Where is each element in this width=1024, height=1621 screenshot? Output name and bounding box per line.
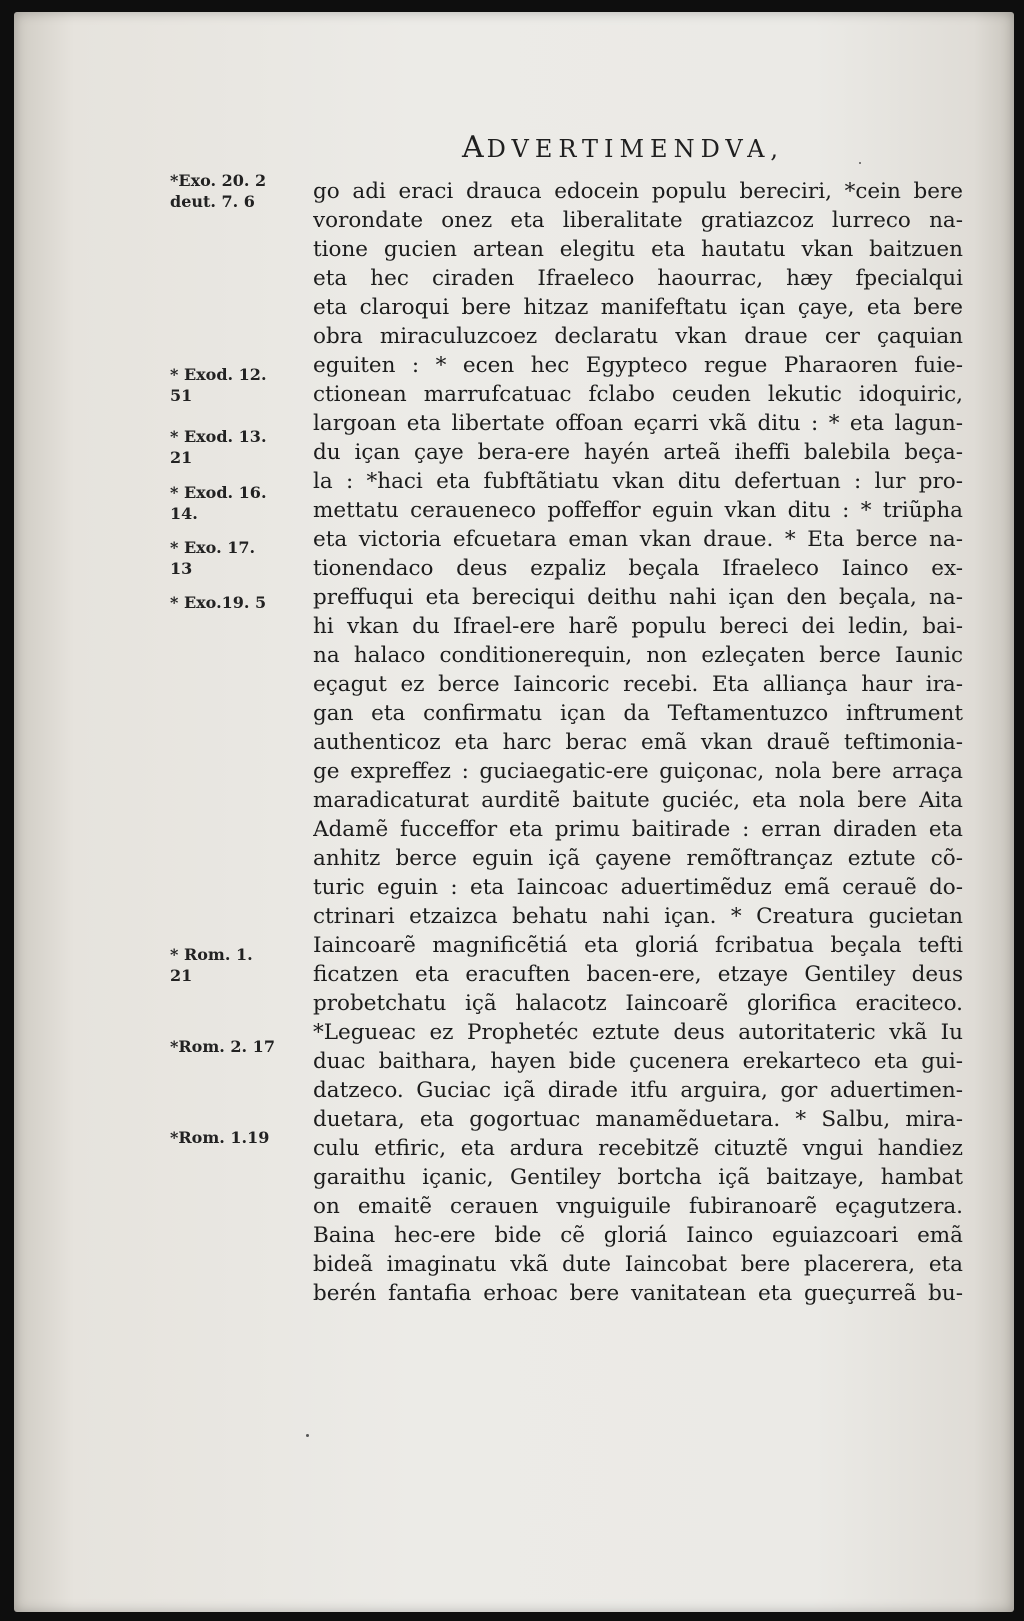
text-line: eta claroqui bere hitzaz manifeftatu içan çaye, eta bere bbox=[313, 295, 963, 320]
running-head-initial: A bbox=[462, 130, 487, 165]
text-line: eta hec ciraden Ifraeleco haourrac, hæy fpecialqui bbox=[313, 266, 963, 291]
text-line: ge expreffez : guciaegatic-ere guiçonac, nola bere arraça bbox=[313, 759, 963, 784]
margin-note: * Exo. 17. 13 bbox=[170, 538, 256, 578]
text-line: eta victoria efcuetara eman vkan draue. * Eta berce na- bbox=[313, 527, 963, 552]
text-line: bideã imaginatu vkã dute Iaincobat bere placerera, eta bbox=[313, 1252, 963, 1277]
text-line: garaithu içanic, Gentiley bortcha içã baitzaye, hambat bbox=[313, 1165, 963, 1190]
text-line: berén fantafia erhoac bere vanitatean eta gueçurreã bu- bbox=[313, 1281, 963, 1306]
text-line: preffuqui eta bereciqui deithu nahi içan den beçala, na- bbox=[313, 585, 963, 610]
text-line: Adamẽ fucceffor eta primu baitirade : erran diraden eta bbox=[313, 817, 963, 842]
margin-note: *Rom. 2. 17 bbox=[170, 1037, 275, 1056]
running-head bbox=[462, 130, 784, 165]
text-line: hi vkan du Ifrael-ere harẽ populu bereci dei ledin, bai- bbox=[313, 614, 963, 639]
text-line: vorondate onez eta liberalitate gratiazcoz lurreco na- bbox=[313, 208, 963, 233]
text-line: la : *haci eta fubftãtiatu vkan ditu defertuan : lur pro- bbox=[313, 469, 963, 494]
text-line: datzeco. Guciac içã dirade itfu arguira, gor aduertimen- bbox=[313, 1078, 963, 1103]
text-line: turic eguin : eta Iaincoac aduertimẽduz emã cerauẽ do- bbox=[313, 875, 963, 900]
text-line: on emaitẽ cerauen vnguiguile fubiranoarẽ eçagutzera. bbox=[313, 1194, 963, 1219]
text-line: maradicaturat aurditẽ baitute guciéc, eta nola bere Aita bbox=[313, 788, 963, 813]
text-line: tionendaco deus ezpaliz beçala Ifraeleco Iainco ex- bbox=[313, 556, 963, 581]
running-head-rest: DVERTIMENDVA, bbox=[486, 135, 785, 163]
text-line: ficatzen eta eracuften bacen-ere, etzaye Gentiley deus bbox=[313, 962, 963, 987]
margin-note: * Exod. 12. 51 bbox=[170, 365, 267, 405]
text-line: ctionean marrufcatuac fclabo ceuden lekutic idoquiric, bbox=[313, 382, 963, 407]
text-line: tione gucien artean elegitu eta hautatu vkan baitzuen bbox=[313, 237, 963, 262]
margin-note: *Rom. 1.19 bbox=[170, 1128, 270, 1147]
margin-note: * Exo.19. 5 bbox=[170, 593, 267, 612]
margin-note: * Exod. 16. 14. bbox=[170, 483, 267, 523]
text-line: eguiten : * ecen hec Egypteco regue Pharaoren fuie- bbox=[313, 353, 963, 378]
text-line: obra miraculuzcoez declaratu vkan draue cer çaquian bbox=[313, 324, 963, 349]
text-line: na halaco conditionerequin, non ezleçaten berce Iaunic bbox=[313, 643, 963, 668]
text-line: culu etfiric, eta ardura recebitzẽ cituztẽ vngui handiez bbox=[313, 1136, 963, 1161]
text-line: ctrinari etzaizca behatu nahi içan. * Creatura gucietan bbox=[313, 904, 963, 929]
text-line: mettatu ceraueneco poffeffor eguin vkan ditu : * triũpha bbox=[313, 498, 963, 523]
text-line: Baina hec-ere bide cẽ gloriá Iainco eguiazcoari emã bbox=[313, 1223, 963, 1248]
text-line: Iaincoarẽ magnificẽtiá eta gloriá fcribatua beçala tefti bbox=[313, 933, 963, 958]
text-line: go adi eraci drauca edocein populu bereciri, *cein bere bbox=[313, 179, 963, 204]
margin-note: *Exo. 20. 2 deut. 7. 6 bbox=[170, 171, 267, 211]
text-line: anhitz berce eguin içã çayene remõftrançaz eztute cõ- bbox=[313, 846, 963, 871]
text-line: du içan çaye bera-ere hayén arteã iheffi balebila beça- bbox=[313, 440, 963, 465]
text-line: duac baithara, hayen bide çucenera erekarteco eta gui- bbox=[313, 1049, 963, 1074]
text-line: probetchatu içã halacotz Iaincoarẽ glorifica eraciteco. bbox=[313, 991, 963, 1016]
text-line: eçagut ez berce Iaincoric recebi. Eta alliança haur ira- bbox=[313, 672, 963, 697]
book-page bbox=[14, 12, 1014, 1612]
text-line: largoan eta libertate offoan eçarri vkã ditu : * eta lagun- bbox=[313, 411, 963, 436]
body-text bbox=[313, 177, 963, 1308]
paper-speck bbox=[306, 1434, 309, 1437]
margin-note: * Exod. 13. 21 bbox=[170, 427, 267, 467]
paper-speck bbox=[859, 162, 861, 164]
text-line: duetara, eta gogortuac manamẽduetara. * Salbu, mira- bbox=[313, 1107, 963, 1132]
margin-note: * Rom. 1. 21 bbox=[170, 945, 253, 985]
text-line: authenticoz eta harc berac emã vkan drauẽ teftimonia- bbox=[313, 730, 963, 755]
text-line: gan eta confirmatu içan da Teftamentuzco inftrument bbox=[313, 701, 963, 726]
text-line: *Legueac ez Prophetéc eztute deus autoritateric vkã Iu bbox=[313, 1020, 963, 1045]
